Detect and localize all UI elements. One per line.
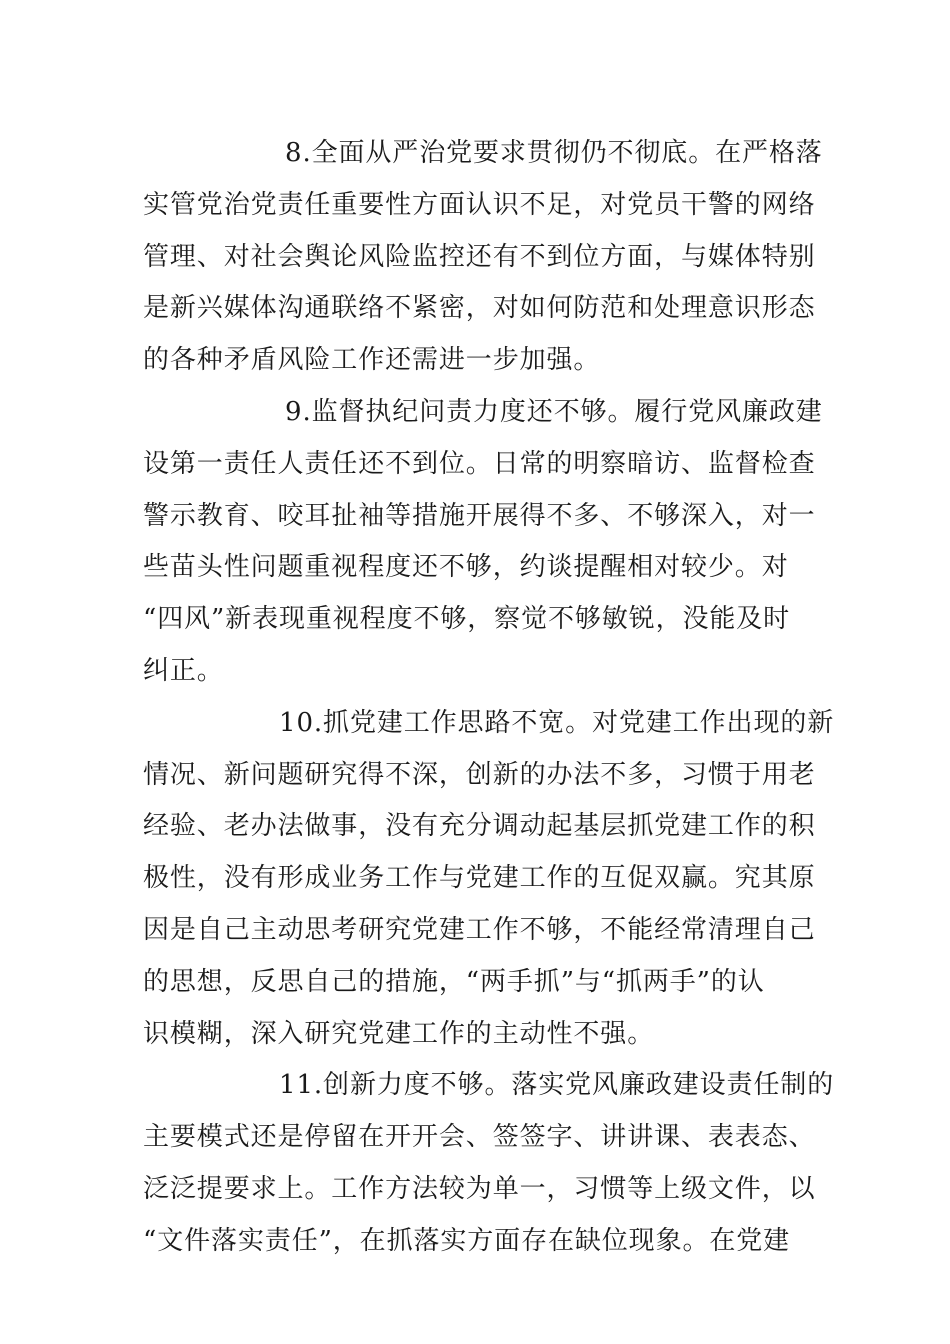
paragraph-line: 主要模式还是停留在开开会、签签字、讲讲课、表表态、: [143, 1122, 816, 1153]
paragraph-line: 的各种矛盾风险工作还需进一步加强。: [143, 345, 601, 376]
paragraph-line: 因是自己主动思考研究党建工作不够，不能经常清理自己: [143, 914, 816, 945]
paragraph-line: 设第一责任人责任还不到位。日常的明察暗访、监督检查: [143, 448, 816, 479]
paragraph-line: “四风”新表现重视程度不够，察觉不够敏锐，没能及时: [143, 604, 791, 635]
paragraph-line: 是新兴媒体沟通联络不紧密，对如何防范和处理意识形态: [143, 293, 816, 324]
paragraph-line: 情况、新问题研究得不深，创新的办法不多，习惯于用老: [143, 759, 816, 790]
paragraph-line: 警示教育、咬耳扯袖等措施开展得不多、不够深入，对一: [143, 500, 816, 531]
paragraph-item-10: [143, 698, 835, 1061]
paragraph-line: 的思想，反思自己的措施，“两手抓”与“抓两手”的认: [143, 966, 765, 997]
paragraph-line: 极性，没有形成业务工作与党建工作的互促双赢。究其原: [143, 863, 816, 894]
paragraph-line: 纠正。: [143, 655, 224, 686]
paragraph-item-9: [143, 387, 823, 698]
paragraph-line: 些苗头性问题重视程度还不够，约谈提醒相对较少。对: [143, 552, 789, 583]
paragraph-line: 识模糊，深入研究党建工作的主动性不强。: [143, 1018, 655, 1049]
paragraph-line: 经验、老办法做事，没有充分调动起基层抓党建工作的积: [143, 811, 816, 842]
document-body: [143, 128, 835, 1268]
paragraph-line: 11.创新力度不够。落实党风廉政建设责任制的: [279, 1070, 835, 1101]
paragraph-line: 8.全面从严治党要求贯彻仍不彻底。在严格落: [285, 138, 823, 168]
paragraph-item-8: [143, 128, 823, 387]
paragraph-item-11: [143, 1060, 835, 1267]
paragraph-line: 实管党治党责任重要性方面认识不足，对党员干警的网络: [143, 189, 816, 220]
paragraph-line: 管理、对社会舆论风险监控还有不到位方面，与媒体特别: [143, 241, 816, 272]
paragraph-line: “文件落实责任”，在抓落实方面存在缺位现象。在党建: [143, 1225, 791, 1256]
paragraph-line: 9.监督执纪问责力度还不够。履行党风廉政建: [285, 396, 823, 427]
paragraph-line: 10.抓党建工作思路不宽。对党建工作出现的新: [279, 707, 835, 738]
paragraph-line: 泛泛提要求上。工作方法较为单一，习惯等上级文件，以: [143, 1173, 816, 1204]
